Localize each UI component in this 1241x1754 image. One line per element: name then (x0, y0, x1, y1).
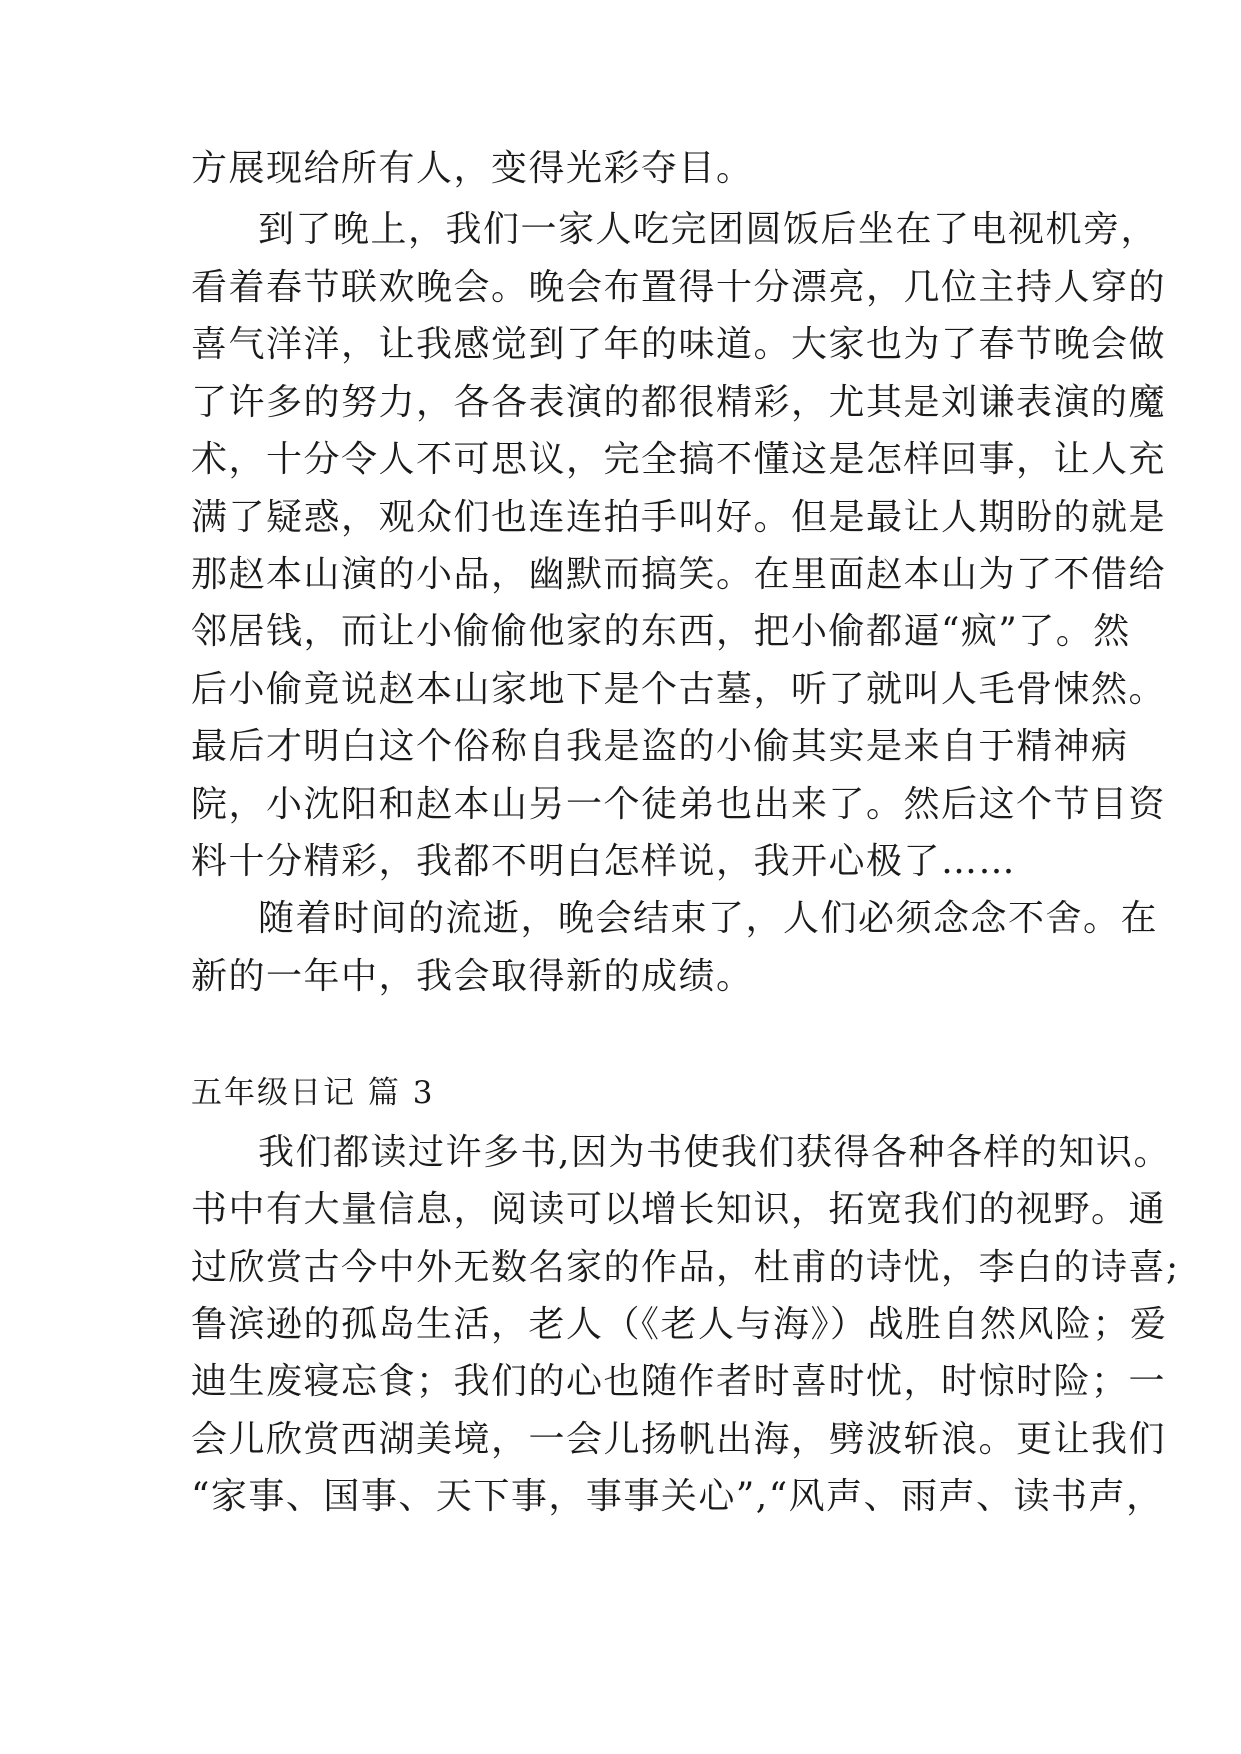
paragraph-1-line-1: 方展现给所有人，变得光彩夺目。 (191, 148, 754, 189)
paragraph-2-line-6: 满了疑惑，观众们也连连拍手叫好。但是最让人期盼的就是 (191, 497, 1167, 538)
paragraph-2-line-1: 到了晚上，我们一家人吃完团圆饭后坐在了电视机旁， (258, 209, 1159, 250)
section-heading: 五年级日记 篇 3 (191, 1075, 435, 1111)
paragraph-4-line-3: 过欣赏古今中外无数名家的作品，杜甫的诗忧，李白的诗喜; (191, 1247, 1180, 1288)
paragraph-2-line-4: 了许多的努力，各各表演的都很精彩，尤其是刘谦表演的魔 (191, 382, 1167, 423)
paragraph-2-line-3: 喜气洋洋，让我感觉到了年的味道。大家也为了春节晚会做 (191, 324, 1167, 365)
paragraph-3-line-1: 随着时间的流逝，晚会结束了，人们必须念念不舍。在 (258, 898, 1159, 939)
paragraph-4-line-1: 我们都读过许多书,因为书使我们获得各种各样的知识。 (258, 1132, 1171, 1173)
paragraph-4-line-7: “家事、国事、天下事，事事关心”,“风声、雨声、读书声， (191, 1476, 1164, 1517)
paragraph-2-line-2: 看着春节联欢晚会。晚会布置得十分漂亮，几位主持人穿的 (191, 267, 1167, 308)
paragraph-4-line-6: 会儿欣赏西湖美境，一会儿扬帆出海，劈波斩浪。更让我们 (191, 1419, 1167, 1460)
paragraph-4-line-5: 迪生废寝忘食；我们的心也随作者时喜时忧，时惊时险；一 (191, 1361, 1167, 1402)
paragraph-4-line-2: 书中有大量信息，阅读可以增长知识，拓宽我们的视野。通 (191, 1189, 1167, 1230)
paragraph-2-line-12: 料十分精彩，我都不明白怎样说，我开心极了…… (191, 841, 1017, 882)
paragraph-4-line-4: 鲁滨逊的孤岛生活，老人（《老人与海》）战胜自然风险；爱 (191, 1304, 1168, 1345)
paragraph-2-line-7: 那赵本山演的小品，幽默而搞笑。在里面赵本山为了不借给 (191, 554, 1167, 595)
paragraph-2-line-10: 最后才明白这个俗称自我是盗的小偷其实是来自于精神病 (191, 726, 1129, 767)
paragraph-2-line-5: 术，十分令人不可思议，完全搞不懂这是怎样回事，让人充 (191, 439, 1167, 480)
paragraph-3-line-2: 新的一年中，我会取得新的成绩。 (191, 956, 754, 997)
paragraph-2-line-8: 邻居钱，而让小偷偷他家的东西，把小偷都逼“疯”了。然 (191, 611, 1131, 652)
paragraph-2-line-9: 后小偷竟说赵本山家地下是个古墓，听了就叫人毛骨悚然。 (191, 669, 1167, 710)
paragraph-2-line-11: 院，小沈阳和赵本山另一个徒弟也出来了。然后这个节目资 (191, 784, 1167, 825)
